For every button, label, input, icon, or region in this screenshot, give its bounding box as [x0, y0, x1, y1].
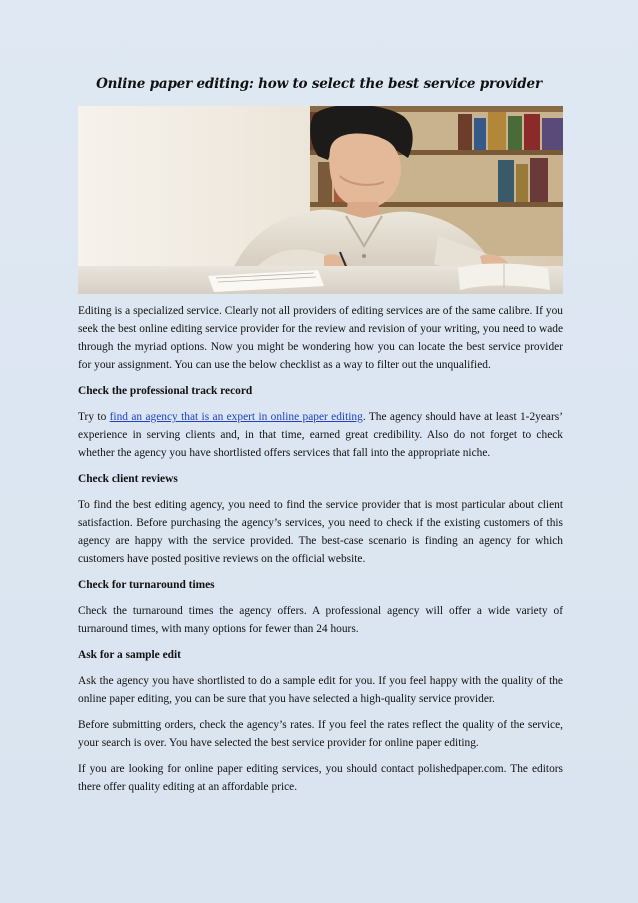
track-record-text-after: . The agency should have at least 1-2years’ experience in serving clients and, in that time, earned great credibility. Also do not forget to check whether the agency you have shortlisted offers services that fall into the appropriate niche.	[78, 411, 563, 459]
student-writing-photo	[78, 106, 563, 294]
turnaround-paragraph: Check the turnaround times the agency offers. A professional agency will offer a wide variety of turnaround times, with many options for fewer than 24 hours.	[78, 605, 563, 635]
client-reviews-paragraph: To find the best editing agency, you need to find the service provider that is most particular about client satisfaction. Before purchasing the agency’s services, you need to check if the existing customers of this agency are happy with the service provided. The best-case scenario is finding an agency for which customers have posted positive reviews on the official website.	[78, 499, 563, 565]
track-record-paragraph	[78, 408, 563, 462]
heading-turnaround: Check for turnaround times	[78, 579, 215, 591]
heading-sample-edit: Ask for a sample edit	[78, 649, 181, 661]
track-record-text-before: Try to	[78, 411, 110, 423]
sample-edit-paragraph: Ask the agency you have shortlisted to do a sample edit for you. If you feel happy with the quality of the online paper editing, you can be sure that you have selected a high-quality service provider.	[78, 675, 563, 705]
document-title: Online paper editing: how to select the best service provider	[96, 76, 542, 92]
rates-paragraph: Before submitting orders, check the agency’s rates. If you feel the rates reflect the quality of the service, your search is over. You have selected the best service provider for online paper editing.	[78, 719, 563, 749]
intro-paragraph: Editing is a specialized service. Clearly not all providers of editing services are of the same calibre. If you seek the best online editing service provider for the review and revision of your writing, you need to wade through the myriad options. Now you might be wondering how you can locate the best service provider for your assignment. You can use the below checklist as a way to filter out the unqualified.	[78, 305, 563, 371]
heading-track-record: Check the professional track record	[78, 385, 253, 397]
contact-paragraph: If you are looking for online paper editing services, you should contact polishedpaper.com. The editors there offer quality editing at an affordable price.	[78, 763, 563, 793]
heading-client-reviews: Check client reviews	[78, 473, 178, 485]
agency-expert-link[interactable]: find an agency that is an expert in online paper editing	[109, 411, 363, 423]
article-body	[78, 302, 563, 804]
